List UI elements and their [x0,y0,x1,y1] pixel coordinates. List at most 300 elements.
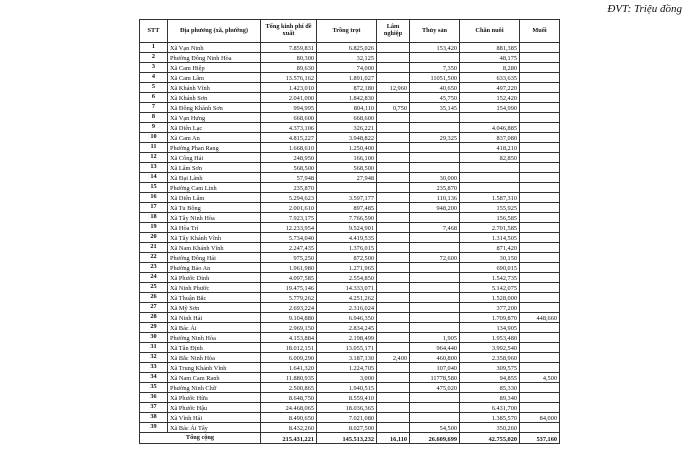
cell-stt: 9 [140,123,168,133]
cell-forestry [377,193,410,203]
header-aquaculture: Thủy sản [410,20,460,43]
cell-cultivation: 2.834,245 [317,323,377,333]
cell-total-funding: 11.880,935 [261,373,317,383]
cell-livestock: 48,175 [460,53,520,63]
table-row [140,383,560,393]
table-row [140,133,560,143]
cell-forestry [377,133,410,143]
cell-locality: Xã Nam Khánh Vĩnh [168,243,261,253]
header-cultivation: Trồng trọt [317,20,377,43]
cell-aquaculture [410,283,460,293]
cell-locality: Xã Tu Bông [168,203,261,213]
header-total-funding: Tổng kinh phí đề xuất [261,20,317,43]
cell-forestry [377,203,410,213]
cell-salt [520,183,560,193]
table-row [140,103,560,113]
cell-forestry [377,163,410,173]
cell-total-funding: 2.001,610 [261,203,317,213]
cell-salt [520,333,560,343]
cell-locality: Xã Vạn Hưng [168,113,261,123]
cell-livestock: 690,015 [460,263,520,273]
cell-forestry [377,233,410,243]
cell-salt [520,383,560,393]
cell-aquaculture [410,53,460,63]
cell-forestry: 12,960 [377,83,410,93]
cell-salt [520,423,560,433]
cell-salt [520,43,560,53]
total-total-funding: 215.431,221 [261,433,317,444]
cell-cultivation: 14.333,071 [317,283,377,293]
cell-cultivation: 872,180 [317,83,377,93]
cell-total-funding: 18.012,151 [261,343,317,353]
cell-forestry [377,393,410,403]
cell-total-funding: 5.734,040 [261,233,317,243]
cell-aquaculture: 460,800 [410,353,460,363]
table-row [140,173,560,183]
cell-total-funding: 975,250 [261,253,317,263]
table-row [140,63,560,73]
cell-salt [520,173,560,183]
cell-livestock [460,163,520,173]
cell-aquaculture [410,213,460,223]
cell-locality: Xã Phước Hữu [168,393,261,403]
cell-locality: Xã Đông Khánh Sơn [168,103,261,113]
cell-salt [520,233,560,243]
cell-cultivation: 1.842,830 [317,93,377,103]
cell-salt [520,263,560,273]
total-cultivation: 145.513,232 [317,433,377,444]
cell-cultivation: 1.224,705 [317,363,377,373]
table-row [140,343,560,353]
cell-stt: 11 [140,143,168,153]
cell-stt: 30 [140,333,168,343]
table-row [140,393,560,403]
cell-forestry: 0,750 [377,103,410,113]
cell-locality: Phường Bảo An [168,263,261,273]
table-row [140,273,560,283]
cell-forestry [377,333,410,343]
cell-salt [520,293,560,303]
cell-locality: Xã Vĩnh Hải [168,413,261,423]
cell-salt [520,343,560,353]
cell-livestock: 8,280 [460,63,520,73]
cell-stt: 7 [140,103,168,113]
cell-salt [520,143,560,153]
cell-salt: 84,000 [520,413,560,423]
table-row [140,423,560,433]
cell-livestock: 418,210 [460,143,520,153]
table-row [140,313,560,323]
cell-stt: 23 [140,263,168,273]
cell-salt [520,123,560,133]
cell-stt: 5 [140,83,168,93]
cell-locality: Xã Ninh Hải [168,313,261,323]
cell-total-funding: 7.859,831 [261,43,317,53]
cell-stt: 31 [140,343,168,353]
total-livestock: 42.755,020 [460,433,520,444]
cell-stt: 28 [140,313,168,323]
table-row [140,373,560,383]
cell-salt [520,363,560,373]
cell-forestry [377,413,410,423]
cell-locality: Phường Đông Ninh Hòa [168,53,261,63]
cell-locality: Xã Cam An [168,133,261,143]
cell-total-funding: 2.969,150 [261,323,317,333]
cell-livestock: 2.701,585 [460,223,520,233]
cell-locality: Xã Khánh Vĩnh [168,83,261,93]
cell-locality: Xã Tây Khánh Vĩnh [168,233,261,243]
cell-forestry [377,253,410,263]
cell-livestock: 4.046,885 [460,123,520,133]
cell-livestock: 5.142,075 [460,283,520,293]
cell-locality: Xã Bắc Ninh Hòa [168,353,261,363]
cell-total-funding: 8.648,750 [261,393,317,403]
cell-aquaculture: 948,200 [410,203,460,213]
cell-cultivation: 13.055,171 [317,343,377,353]
cell-livestock: 2.358,960 [460,353,520,363]
cell-stt: 15 [140,183,168,193]
cell-livestock: 1.709,870 [460,313,520,323]
cell-stt: 32 [140,353,168,363]
cell-forestry [377,383,410,393]
table-row [140,243,560,253]
cell-total-funding: 4.373,106 [261,123,317,133]
total-forestry: 16,110 [377,433,410,444]
cell-locality: Xã Mỹ Sơn [168,303,261,313]
cell-stt: 16 [140,193,168,203]
cell-locality: Xã Bác Ái [168,323,261,333]
cell-cultivation: 326,221 [317,123,377,133]
cell-stt: 17 [140,203,168,213]
cell-forestry [377,403,410,413]
table-row [140,183,560,193]
cell-cultivation: 8.027,500 [317,423,377,433]
cell-forestry [377,343,410,353]
cell-aquaculture: 110,136 [410,193,460,203]
cell-total-funding: 2.041,000 [261,93,317,103]
table-row [140,93,560,103]
cell-stt: 34 [140,373,168,383]
cell-aquaculture [410,113,460,123]
cell-cultivation: 18.036,365 [317,403,377,413]
cell-forestry [377,53,410,63]
cell-aquaculture: 54,500 [410,423,460,433]
cell-cultivation: 2.198,499 [317,333,377,343]
cell-aquaculture: 235,870 [410,183,460,193]
cell-livestock: 155,925 [460,203,520,213]
cell-total-funding: 80,300 [261,53,317,63]
cell-total-funding: 1.668,610 [261,143,317,153]
cell-cultivation: 74,000 [317,63,377,73]
table-row [140,413,560,423]
cell-salt [520,393,560,403]
cell-forestry [377,323,410,333]
cell-locality: Xã Bác Ái Tây [168,423,261,433]
cell-cultivation: 1.891,027 [317,73,377,83]
cell-aquaculture [410,273,460,283]
cell-total-funding: 994,995 [261,103,317,113]
cell-salt [520,303,560,313]
cell-livestock: 85,330 [460,383,520,393]
cell-stt: 6 [140,93,168,103]
cell-locality: Xã Vạn Ninh [168,43,261,53]
cell-stt: 27 [140,303,168,313]
cell-livestock: 377,200 [460,303,520,313]
cell-cultivation: 4.419,535 [317,233,377,243]
cell-aquaculture [410,323,460,333]
cell-stt: 10 [140,133,168,143]
cell-aquaculture [410,413,460,423]
cell-salt [520,163,560,173]
cell-total-funding: 4.097,585 [261,273,317,283]
table-row [140,293,560,303]
cell-cultivation: 1.271,965 [317,263,377,273]
cell-livestock: 134,905 [460,323,520,333]
table-row [140,213,560,223]
cell-total-funding: 248,950 [261,153,317,163]
cell-stt: 37 [140,403,168,413]
cell-aquaculture [410,263,460,273]
cell-livestock: 1.587,310 [460,193,520,203]
cell-stt: 19 [140,223,168,233]
cell-cultivation: 8.559,410 [317,393,377,403]
cell-aquaculture: 475,020 [410,383,460,393]
table-row [140,333,560,343]
cell-salt: 4,500 [520,373,560,383]
table-row [140,223,560,233]
cell-stt: 22 [140,253,168,263]
cell-aquaculture [410,153,460,163]
cell-salt [520,323,560,333]
cell-aquaculture: 964,440 [410,343,460,353]
total-row [140,433,560,444]
cell-forestry [377,213,410,223]
cell-cultivation: 872,500 [317,253,377,263]
cell-aquaculture [410,233,460,243]
cell-cultivation: 3,000 [317,373,377,383]
cell-stt: 33 [140,363,168,373]
cell-livestock: 94,855 [460,373,520,383]
cell-stt: 21 [140,243,168,253]
table-row [140,303,560,313]
cell-total-funding: 2.247,435 [261,243,317,253]
cell-cultivation: 3.948,822 [317,133,377,143]
cell-forestry [377,173,410,183]
cell-stt: 24 [140,273,168,283]
table-row [140,113,560,123]
cell-locality: Xã Đại Lãnh [168,173,261,183]
cell-livestock: 1.385,570 [460,413,520,423]
cell-forestry [377,363,410,373]
table-row [140,233,560,243]
cell-aquaculture: 11051,500 [410,73,460,83]
cell-salt [520,253,560,263]
cell-forestry [377,303,410,313]
header-stt: STT [140,20,168,43]
cell-total-funding: 12.233,954 [261,223,317,233]
cell-salt [520,53,560,63]
cell-total-funding: 2.693,224 [261,303,317,313]
cell-forestry [377,263,410,273]
cell-aquaculture: 40,650 [410,83,460,93]
unit-label: ĐVT: Triệu đồng [607,3,682,15]
cell-total-funding: 6.009,290 [261,353,317,363]
cell-forestry [377,73,410,83]
cell-livestock: 3.992,540 [460,343,520,353]
cell-locality: Xã Nam Cam Ranh [168,373,261,383]
cell-livestock [460,113,520,123]
cell-locality: Xã Trung Khánh Vĩnh [168,363,261,373]
cell-total-funding: 5.779,262 [261,293,317,303]
total-locality: Tổng cộng [140,433,261,444]
cell-cultivation: 897,485 [317,203,377,213]
cell-forestry [377,313,410,323]
table-row [140,153,560,163]
cell-livestock: 309,575 [460,363,520,373]
cell-aquaculture [410,313,460,323]
cell-aquaculture: 30,000 [410,173,460,183]
cell-cultivation: 7.766,590 [317,213,377,223]
cell-cultivation: 32,125 [317,53,377,63]
cell-livestock [460,173,520,183]
cell-salt [520,203,560,213]
cell-livestock: 633,635 [460,73,520,83]
cell-total-funding: 8.490,650 [261,413,317,423]
cell-total-funding: 57,948 [261,173,317,183]
cell-total-funding: 8.432,260 [261,423,317,433]
cell-stt: 39 [140,423,168,433]
cell-forestry [377,183,410,193]
cell-salt: 448,660 [520,313,560,323]
cell-locality: Phường Cam Linh [168,183,261,193]
header-salt: Muối [520,20,560,43]
cell-aquaculture [410,163,460,173]
cell-stt: 26 [140,293,168,303]
table-row [140,143,560,153]
cell-stt: 38 [140,413,168,423]
cell-total-funding: 235,870 [261,183,317,193]
header-locality: Địa phương (xã, phường) [168,20,261,43]
cell-aquaculture [410,243,460,253]
cell-aquaculture [410,303,460,313]
header-row [140,20,560,43]
cell-aquaculture: 7,468 [410,223,460,233]
cell-stt: 25 [140,283,168,293]
cell-total-funding: 4.153,884 [261,333,317,343]
cell-livestock: 89,340 [460,393,520,403]
cell-cultivation: 1.940,515 [317,383,377,393]
table-row [140,323,560,333]
cell-total-funding: 9.104,880 [261,313,317,323]
cell-total-funding: 1.641,320 [261,363,317,373]
cell-aquaculture: 11778,580 [410,373,460,383]
cell-livestock: 82,850 [460,153,520,163]
header-livestock: Chăn nuôi [460,20,520,43]
cell-salt [520,353,560,363]
cell-aquaculture: 7,350 [410,63,460,73]
cell-salt [520,133,560,143]
cell-aquaculture: 1,905 [410,333,460,343]
cell-locality: Xã Ninh Phước [168,283,261,293]
cell-stt: 35 [140,383,168,393]
cell-locality: Phường Đông Hải [168,253,261,263]
cell-livestock: 1.528,000 [460,293,520,303]
cell-salt [520,273,560,283]
cell-total-funding: 5.294,623 [261,193,317,203]
table-row [140,203,560,213]
cell-livestock: 156,585 [460,213,520,223]
cell-locality: Xã Tân Định [168,343,261,353]
cell-aquaculture [410,393,460,403]
cell-stt: 14 [140,173,168,183]
table-row [140,123,560,133]
cell-stt: 36 [140,393,168,403]
cell-stt: 20 [140,233,168,243]
funding-table [139,19,560,444]
table-row [140,263,560,273]
cell-stt: 2 [140,53,168,63]
cell-stt: 1 [140,43,168,53]
cell-cultivation: 27,948 [317,173,377,183]
table-row [140,363,560,373]
cell-salt [520,223,560,233]
table-row [140,73,560,83]
cell-salt [520,63,560,73]
cell-total-funding: 1.961,980 [261,263,317,273]
table-row [140,53,560,63]
cell-aquaculture [410,143,460,153]
cell-stt: 3 [140,63,168,73]
cell-salt [520,193,560,203]
cell-forestry: 2,400 [377,353,410,363]
table-row [140,83,560,93]
total-aquaculture: 26.609,699 [410,433,460,444]
cell-aquaculture: 153,420 [410,43,460,53]
header-forestry: Lâm nghiệp [377,20,410,43]
cell-livestock: 837,080 [460,133,520,143]
cell-aquaculture: 72,600 [410,253,460,263]
cell-forestry [377,283,410,293]
cell-total-funding: 7.923,175 [261,213,317,223]
cell-stt: 12 [140,153,168,163]
cell-cultivation: 2.316,024 [317,303,377,313]
cell-total-funding: 19.475,146 [261,283,317,293]
cell-forestry [377,373,410,383]
cell-locality: Phường Ninh Chữ [168,383,261,393]
cell-total-funding: 89,630 [261,63,317,73]
cell-forestry [377,243,410,253]
cell-salt [520,213,560,223]
cell-salt [520,243,560,253]
cell-cultivation: 6.946,350 [317,313,377,323]
cell-livestock: 1.953,480 [460,333,520,343]
cell-livestock [460,183,520,193]
cell-forestry [377,273,410,283]
cell-stt: 29 [140,323,168,333]
cell-livestock: 6.431,700 [460,403,520,413]
cell-aquaculture: 35,145 [410,103,460,113]
cell-forestry [377,153,410,163]
cell-aquaculture: 29,325 [410,133,460,143]
cell-forestry [377,423,410,433]
cell-aquaculture: 45,750 [410,93,460,103]
cell-cultivation: 4.251,262 [317,293,377,303]
cell-livestock: 30,150 [460,253,520,263]
cell-forestry [377,63,410,73]
table-row [140,253,560,263]
cell-salt [520,83,560,93]
cell-total-funding: 1.423,010 [261,83,317,93]
